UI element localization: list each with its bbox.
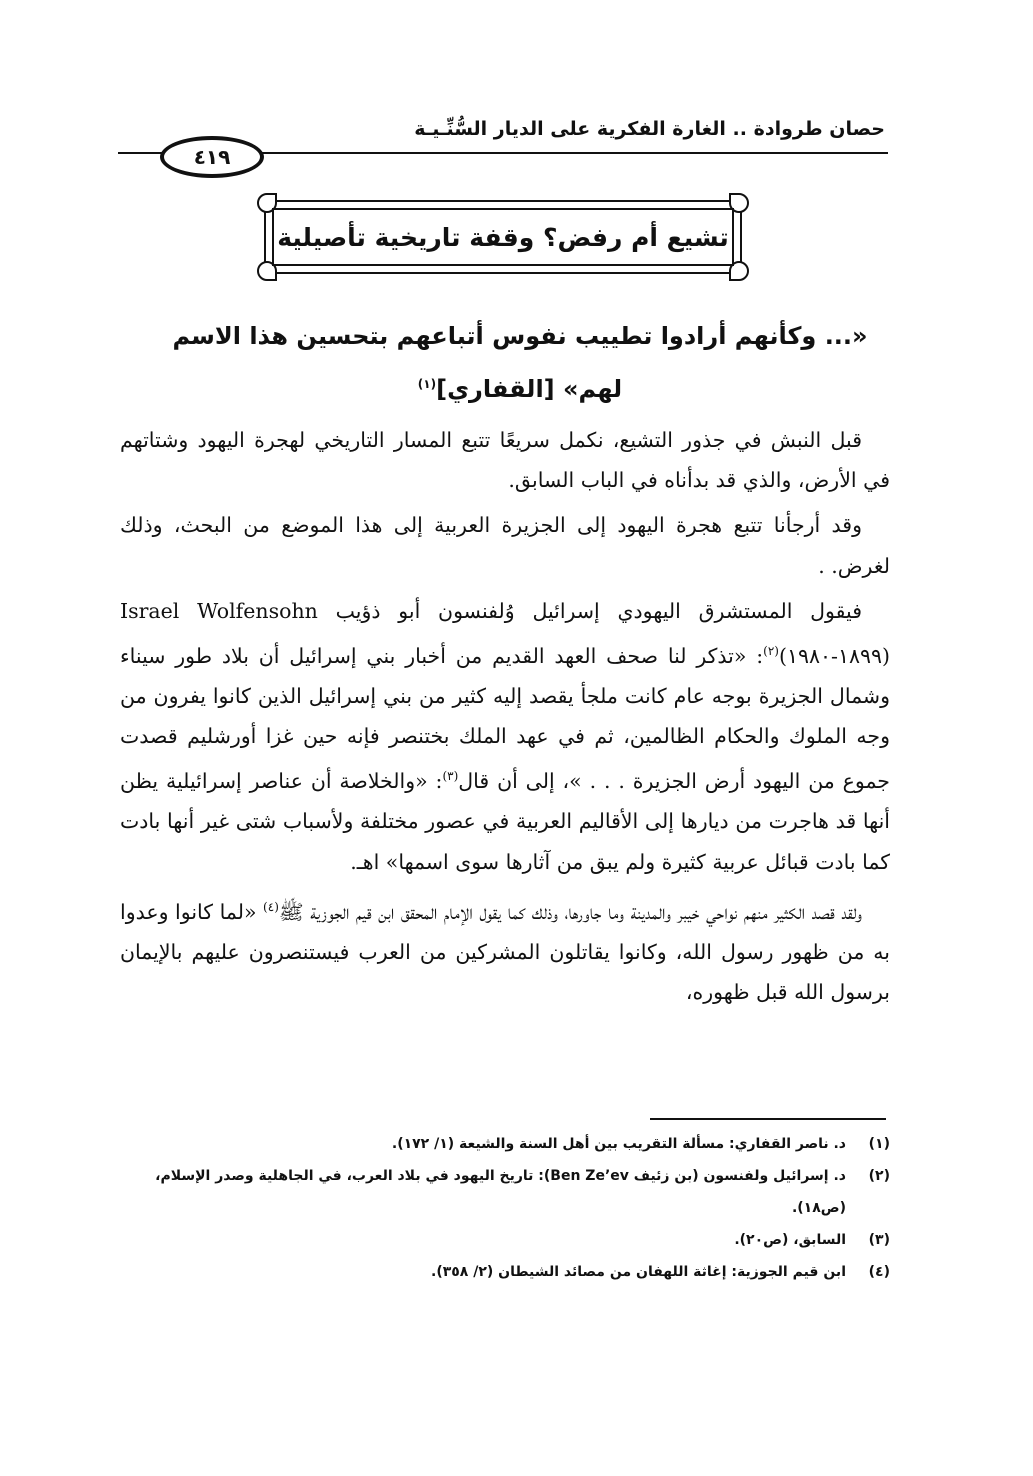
footnote-text: السابق، (ص٢٠). — [734, 1232, 846, 1248]
footnote-number: (٢) — [868, 1168, 890, 1184]
body-text — [120, 420, 890, 1017]
section-title-frame — [264, 200, 742, 274]
paragraph-text: : «والخلاصة أن عناصر إسرائيلية يظن أنها قد هاجرت من ديارها إلى الأقاليم العربية في عصور مختلفة ولأسباب شتى غير أنها بادت كما بادت قبائل عربية كثيرة ولم يبق من آثارها سوى اسمها» اهـ. — [120, 769, 890, 874]
paragraph-text: فيقول المستشرق اليهودي إسرائيل وُلفنسون أبو ذؤيب Israel Wolfensohn (١٨٩٩-١٩٨٠) — [120, 598, 890, 668]
paragraph — [120, 887, 890, 1012]
footnote-item — [118, 1256, 890, 1288]
footnote-ref[interactable]: (١) — [417, 377, 437, 391]
footnote-number: (٣) — [868, 1232, 890, 1248]
paragraph: وقد أرجأنا تتبع هجرة اليهود إلى الجزيرة العربية إلى هذا الموضع من البحث، وذلك لغرض. . — [120, 513, 890, 578]
footnotes — [118, 1128, 890, 1288]
paragraph-text: : «تذكر لنا صحف العهد القديم من أخبار بني إسرائيل أن بلاد طور سيناء وشمال الجزيرة بوجه عام كانت ملجأ يقصد إليه كثير من بني إسرائيل الذين كانوا يفرون من وجه الملوك والحكام الظالمين، ثم في عهد الملك بختنصر فإنه حين غزا أورشليم قصدت جموع من اليهود أرض الجزيرة . . . »، إلى أن قال — [120, 643, 890, 794]
footnote-number: (١) — [868, 1136, 890, 1152]
epigraph-quote — [150, 312, 890, 413]
footnote-item — [118, 1128, 890, 1160]
running-header: حصان طروادة .. الغارة الفكرية على الديار السُّنِّـيـة — [414, 118, 885, 140]
paragraph-text: ولقد قصد الكثير منهم نواحي خيبر والمدينة وما جاورها، وذلك كما يقول الإمام المحقق ابن قيم الجوزية ﷺ — [278, 899, 863, 924]
footnote-text: ابن قيم الجوزية: إغاثة اللهفان من مصائد الشيطان (٢/ ٣٥٨). — [431, 1264, 846, 1280]
section-title: تشيع أم رفض؟ وقفة تاريخية تأصيلية — [277, 222, 729, 252]
footnote-separator — [650, 1118, 886, 1120]
footnote-text: د. ناصر القفاري: مسألة التقريب بين أهل السنة والشيعة (١/ ١٧٢). — [391, 1136, 846, 1152]
footnote-number: (٤) — [868, 1264, 890, 1280]
quote-line-2-text: لهم» [القفاري] — [436, 375, 623, 403]
paragraph — [120, 591, 890, 882]
footnote-item — [118, 1160, 890, 1224]
footnote-ref[interactable]: (٤) — [263, 899, 279, 914]
footnote-ref[interactable]: (٢) — [763, 644, 779, 659]
page-number: ٤١٩ — [160, 136, 264, 178]
quote-line-1: «... وكأنهم أرادوا تطييب نفوس أتباعهم بتحسين هذا الاسم — [172, 322, 868, 350]
quote-line-2 — [150, 360, 890, 413]
paragraph-text: «لما كانوا وعدوا به من ظهور رسول الله، وكانوا يقاتلون المشركين من العرب فيستنصرون عليهم بالإيمان برسول الله قبل ظهوره، — [120, 899, 890, 1005]
paragraph: قبل النبش في جذور التشيع، نكمل سريعًا تتبع المسار التاريخي لهجرة اليهود وشتاتهم في الأرض، والذي قد بدأناه في الباب السابق. — [120, 428, 890, 493]
footnote-text: د. إسرائيل ولفنسون (بن زئيف Ben Ze’ev): تاريخ اليهود في بلاد العرب، في الجاهلية وصدر الإسلام، (ص١٨). — [155, 1168, 846, 1216]
footnote-ref[interactable]: (٣) — [442, 769, 459, 784]
footnote-item — [118, 1224, 890, 1256]
section-title-inner — [272, 208, 734, 266]
